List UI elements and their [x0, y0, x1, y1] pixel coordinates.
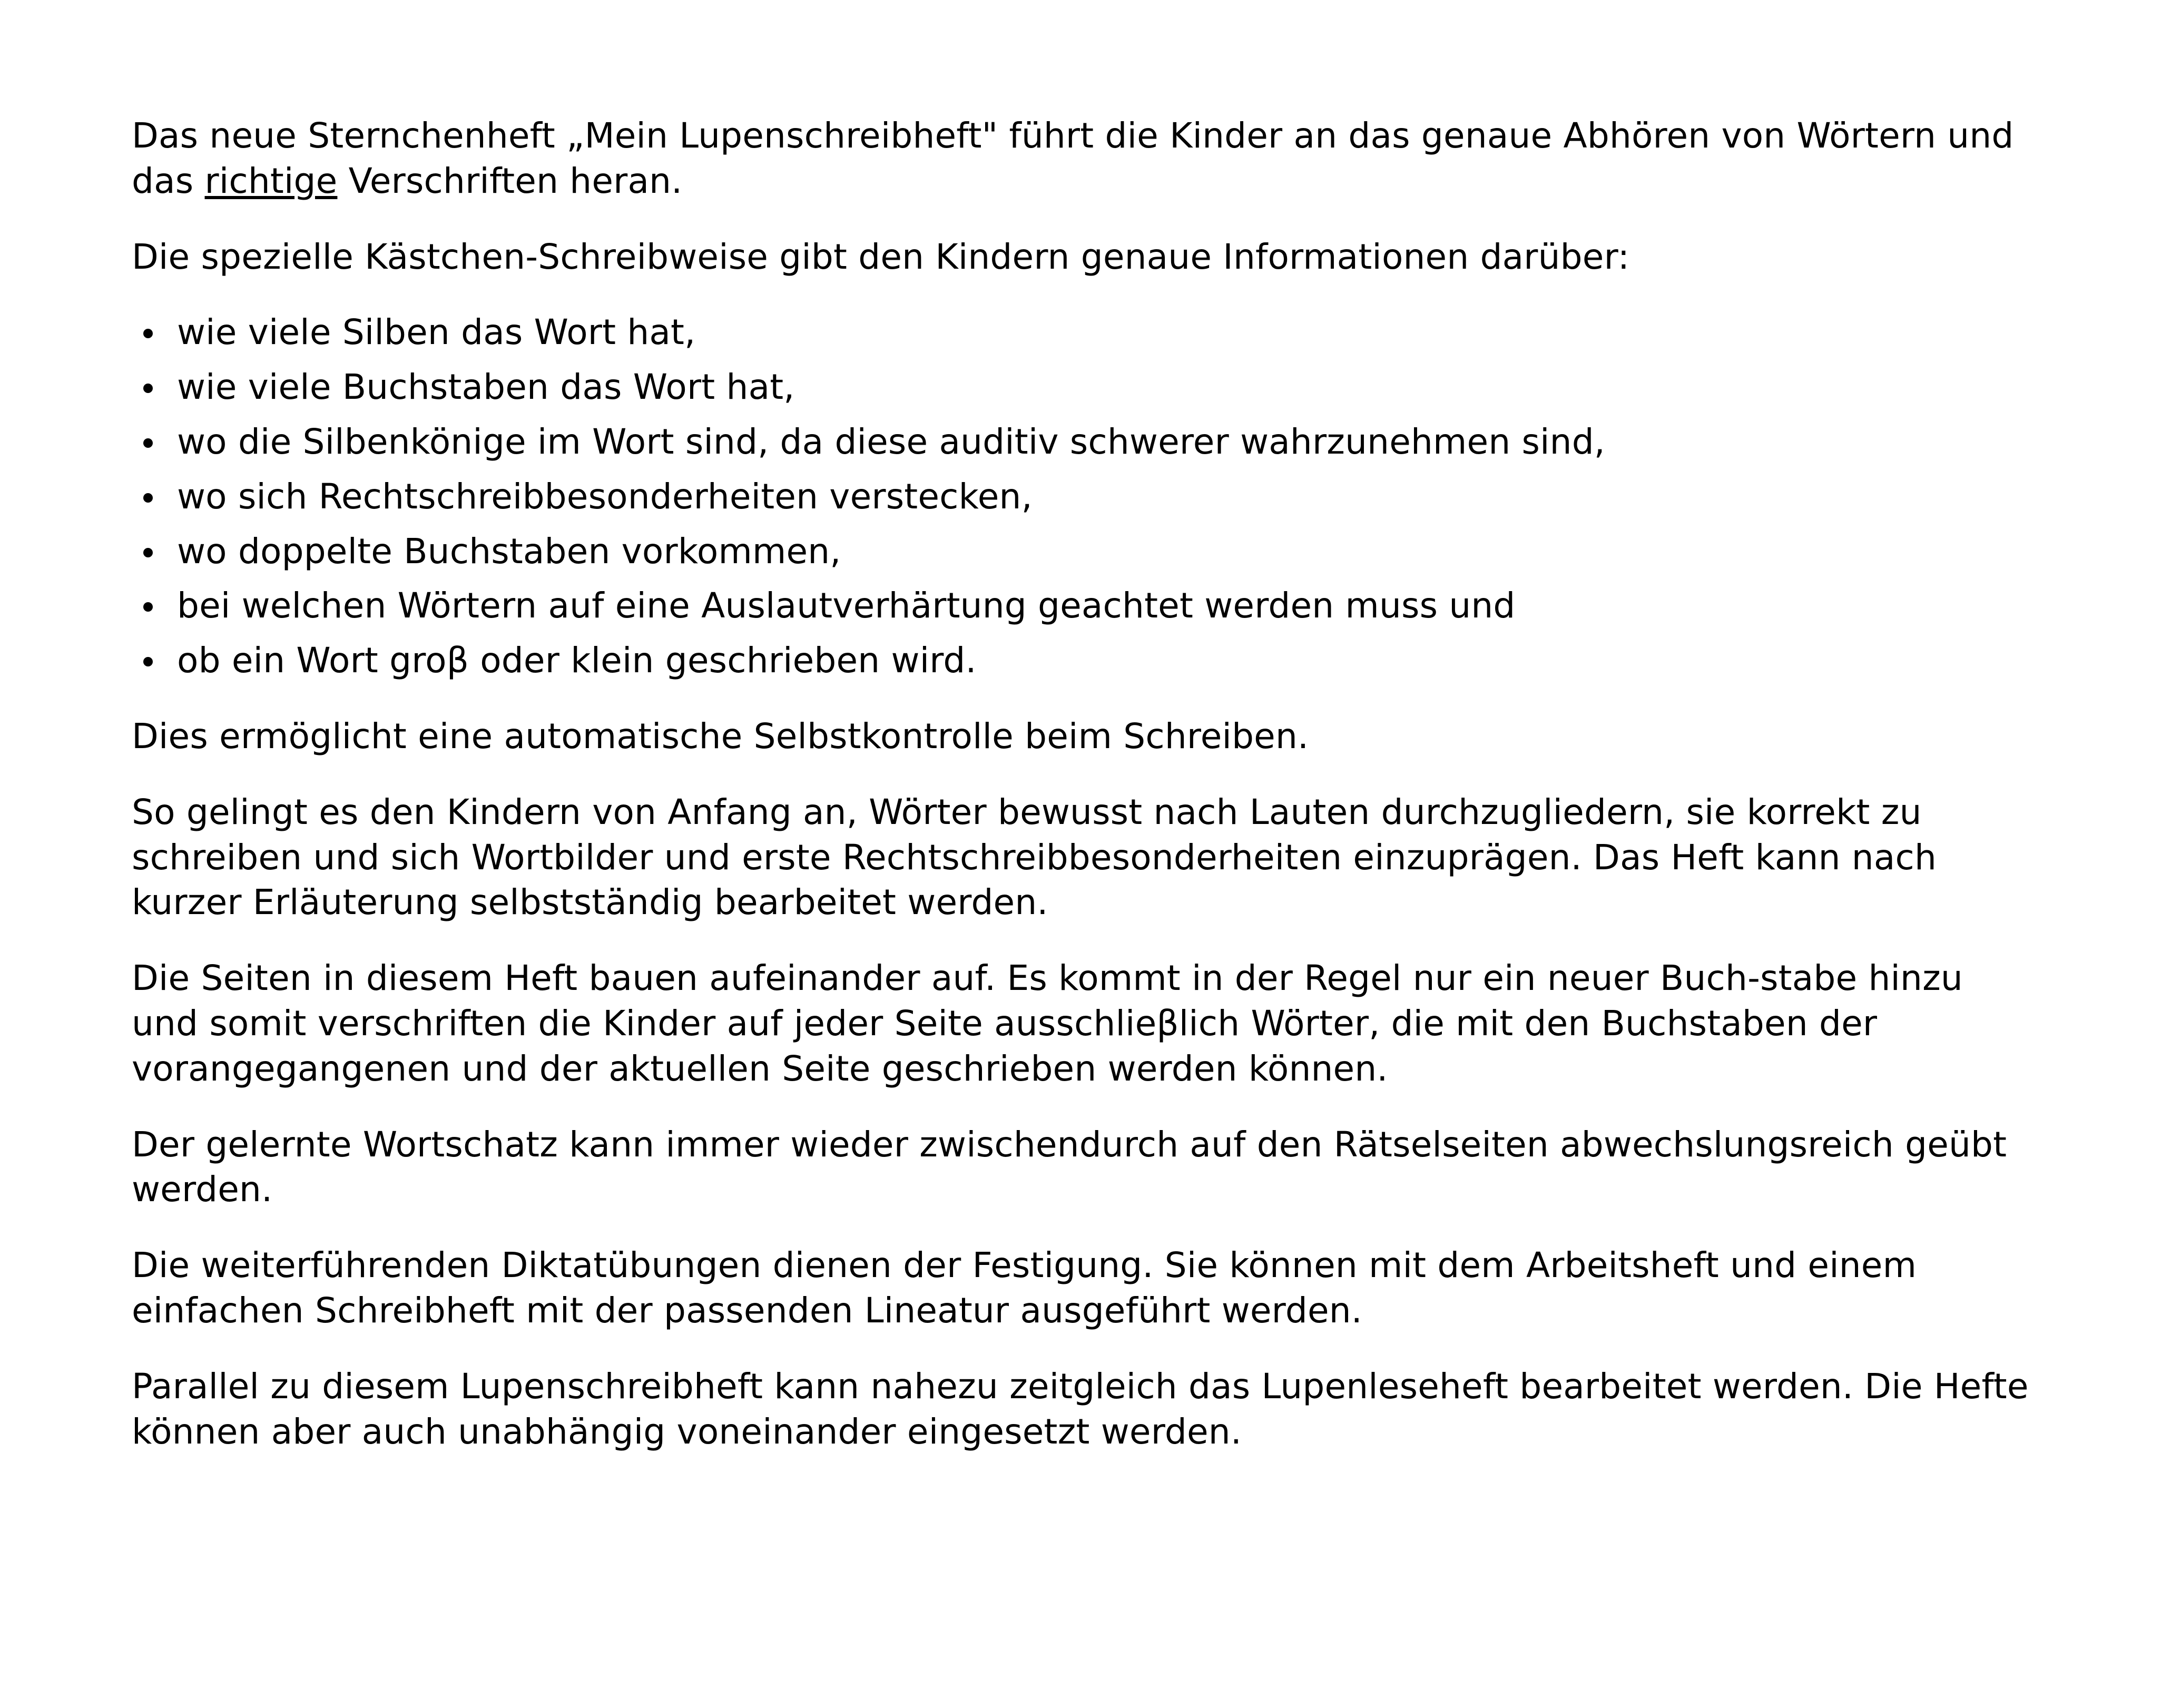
intro-paragraph — [132, 113, 2037, 204]
list-lead-in-paragraph: Die spezielle Kästchen-Schreibweise gibt den Kindern genaue Informationen darüber: — [132, 236, 1630, 277]
paragraph-wortschatz: Der gelernte Wortschatz kann immer wieder zwischendurch auf den Rätselseiten abwechslungsreich geübt werden. — [132, 1124, 2007, 1210]
list-item — [132, 310, 2037, 355]
list-item — [132, 419, 2037, 465]
paragraph-diktatuebungen: Die weiterführenden Diktatübungen dienen der Festigung. Sie können mit dem Arbeitsheft und einem einfachen Schreibheft mit der passenden Lineatur ausgeführt werden. — [132, 1245, 1917, 1331]
bullet-text: wo doppelte Buchstaben vorkommen, — [177, 531, 841, 572]
paragraph-durchgliedern: So gelingt es den Kindern von Anfang an, Wörter bewusst nach Lauten durchzugliedern, sie korrekt zu schreiben und sich Wortbilder und erste Rechtschreibbesonderheiten einzuprägen. Das Heft kann nach kurzer Erläuterung selbstständig bearbeitet werden. — [132, 791, 1937, 923]
bullet-text: bei welchen Wörtern auf eine Auslautverhärtung geachtet werden muss und — [177, 585, 1516, 626]
bullet-text: wo die Silbenkönige im Wort sind, da diese auditiv schwerer wahrzunehmen sind, — [177, 421, 1605, 462]
list-item — [132, 529, 2037, 574]
document-body — [132, 113, 2037, 1454]
paragraph-selbstkontrolle: Dies ermöglicht eine automatische Selbstkontrolle beim Schreiben. — [132, 715, 1309, 757]
bullet-text: wie viele Silben das Wort hat, — [177, 312, 696, 353]
intro-emphasis-richtige: richtige — [204, 160, 338, 201]
bullet-text: ob ein Wort groβ oder klein geschrieben wird. — [177, 640, 977, 681]
bullet-text: wie viele Buchstaben das Wort hat, — [177, 367, 795, 408]
list-item — [132, 474, 2037, 519]
bullet-text: wo sich Rechtschreibbesonderheiten verstecken, — [177, 476, 1033, 517]
intro-text-part-2: Verschriften heran. — [337, 160, 683, 201]
intro-text-part-1: Das neue Sternchenheft „Mein Lupenschreibheft" führt die Kinder an das genaue Abhören von Wörtern und das — [132, 115, 2014, 201]
paragraph-seitenaufbau: Die Seiten in diesem Heft bauen aufeinander auf. Es kommt in der Regel nur ein neuer Buch-stabe hinzu und somit verschriften die Kinder auf jeder Seite ausschlieβlich Wörter, die mit den Buchstaben der vorangegangenen und der aktuellen Seite geschrieben werden können. — [132, 958, 1963, 1089]
list-item — [132, 365, 2037, 410]
list-item — [132, 638, 2037, 683]
information-bullet-list — [132, 310, 2037, 683]
paragraph-lupenleseheft: Parallel zu diesem Lupenschreibheft kann nahezu zeitgleich das Lupenleseheft bearbeitet werden. Die Hefte können aber auch unabhängig voneinander eingesetzt werden. — [132, 1366, 2029, 1452]
list-item — [132, 583, 2037, 629]
